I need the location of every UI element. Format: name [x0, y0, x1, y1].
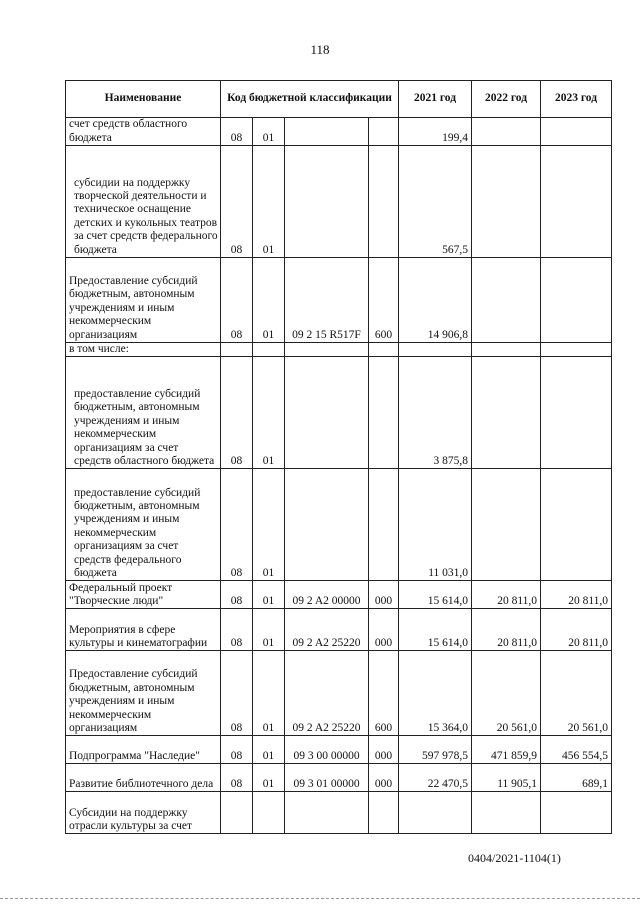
row-value-2023: 20 811,0 [541, 581, 612, 609]
row-expense-type: 000 [369, 736, 399, 764]
table-row [66, 469, 612, 581]
row-value-2021: 597 978,5 [399, 736, 472, 764]
row-target-article [285, 118, 369, 146]
row-name: счет средств областного бюджета [66, 118, 221, 146]
row-value-2022 [472, 792, 541, 834]
row-subsection: 01 [253, 581, 285, 609]
row-subsection: 01 [253, 764, 285, 792]
row-value-2023 [541, 469, 612, 581]
row-target-article: 09 2 15 R517F [285, 258, 369, 343]
row-value-2021: 567,5 [399, 146, 472, 258]
row-value-2022: 20 561,0 [472, 651, 541, 736]
header-name: Наименование [66, 81, 221, 118]
row-target-article [285, 343, 369, 357]
row-target-article [285, 146, 369, 258]
budget-table [65, 80, 612, 834]
row-value-2021: 15 614,0 [399, 581, 472, 609]
row-value-2023 [541, 343, 612, 357]
row-value-2022: 20 811,0 [472, 581, 541, 609]
row-subsection: 01 [253, 357, 285, 469]
row-expense-type: 000 [369, 764, 399, 792]
row-subsection: 01 [253, 736, 285, 764]
header-code: Код бюджетной классификации [221, 81, 399, 118]
row-value-2021: 3 875,8 [399, 357, 472, 469]
row-section: 08 [221, 118, 253, 146]
row-section [221, 792, 253, 834]
row-expense-type [369, 146, 399, 258]
row-name: в том числе: [66, 343, 221, 357]
table-row [66, 343, 612, 357]
row-subsection: 01 [253, 118, 285, 146]
row-section: 08 [221, 651, 253, 736]
row-name: Федеральный проект "Творческие люди" [66, 581, 221, 609]
row-value-2022 [472, 343, 541, 357]
row-value-2022 [472, 357, 541, 469]
page-number: 118 [310, 42, 330, 57]
row-target-article: 09 2 A2 00000 [285, 581, 369, 609]
row-value-2023 [541, 258, 612, 343]
row-subsection: 01 [253, 258, 285, 343]
row-target-article [285, 792, 369, 834]
row-expense-type [369, 343, 399, 357]
row-value-2021 [399, 343, 472, 357]
row-subsection: 01 [253, 469, 285, 581]
row-expense-type: 600 [369, 258, 399, 343]
row-section: 08 [221, 258, 253, 343]
row-value-2021 [399, 792, 472, 834]
table-row [66, 651, 612, 736]
table-row [66, 258, 612, 343]
row-name: Предоставление субсидий бюджетным, автономным учреждениям и иным некоммерческим организациям [66, 258, 221, 343]
row-name: Предоставление субсидий бюджетным, автономным учреждениям и иным некоммерческим организациям [66, 651, 221, 736]
row-subsection [253, 343, 285, 357]
row-value-2023 [541, 118, 612, 146]
row-name: предоставление субсидий бюджетным, автономным учреждениям и иным некоммерческим организациям за счет средств федерального бюджета [66, 469, 221, 581]
row-target-article [285, 357, 369, 469]
scan-border-line [0, 898, 640, 899]
row-expense-type: 000 [369, 581, 399, 609]
row-target-article: 09 3 01 00000 [285, 764, 369, 792]
row-name: Развитие библиотечного дела [66, 764, 221, 792]
row-value-2023: 20 561,0 [541, 651, 612, 736]
row-value-2023 [541, 792, 612, 834]
row-target-article: 09 2 A2 25220 [285, 609, 369, 651]
row-name: субсидии на поддержку творческой деятельности и техническое оснащение детских и кукольных театров за счет средств федерального бюджета [66, 146, 221, 258]
row-value-2023 [541, 146, 612, 258]
row-expense-type [369, 469, 399, 581]
row-value-2022: 11 905,1 [472, 764, 541, 792]
row-name: Мероприятия в сфере культуры и кинематографии [66, 609, 221, 651]
row-target-article: 09 3 00 00000 [285, 736, 369, 764]
row-value-2021: 199,4 [399, 118, 472, 146]
table-row [66, 357, 612, 469]
row-value-2023 [541, 357, 612, 469]
row-section: 08 [221, 736, 253, 764]
table-row [66, 609, 612, 651]
row-value-2022 [472, 469, 541, 581]
row-value-2021: 15 364,0 [399, 651, 472, 736]
table-row [66, 764, 612, 792]
row-expense-type: 000 [369, 609, 399, 651]
row-target-article [285, 469, 369, 581]
row-section: 08 [221, 609, 253, 651]
table-header-row [66, 81, 612, 118]
table-row [66, 146, 612, 258]
table-row [66, 736, 612, 764]
row-section: 08 [221, 581, 253, 609]
row-subsection: 01 [253, 146, 285, 258]
row-expense-type [369, 118, 399, 146]
table-row [66, 118, 612, 146]
table-row [66, 792, 612, 834]
row-name: предоставление субсидий бюджетным, автономным учреждениям и иным некоммерческим организациям за счет средств областного бюджета [66, 357, 221, 469]
row-value-2022 [472, 146, 541, 258]
row-section: 08 [221, 764, 253, 792]
row-expense-type [369, 792, 399, 834]
row-value-2021: 14 906,8 [399, 258, 472, 343]
row-value-2021: 22 470,5 [399, 764, 472, 792]
row-expense-type [369, 357, 399, 469]
row-value-2022: 20 811,0 [472, 609, 541, 651]
row-subsection: 01 [253, 609, 285, 651]
row-expense-type: 600 [369, 651, 399, 736]
row-section [221, 343, 253, 357]
row-name: Подпрограмма "Наследие" [66, 736, 221, 764]
row-value-2022 [472, 258, 541, 343]
row-subsection: 01 [253, 651, 285, 736]
row-subsection [253, 792, 285, 834]
header-2021: 2021 год [399, 81, 472, 118]
row-target-article: 09 2 A2 25220 [285, 651, 369, 736]
row-section: 08 [221, 469, 253, 581]
row-name: Субсидии на поддержку отрасли культуры за счет [66, 792, 221, 834]
document-code: 0404/2021-1104(1) [468, 851, 561, 865]
table-row [66, 581, 612, 609]
row-value-2021: 15 614,0 [399, 609, 472, 651]
row-section: 08 [221, 146, 253, 258]
header-2023: 2023 год [541, 81, 612, 118]
row-value-2023: 456 554,5 [541, 736, 612, 764]
row-value-2022: 471 859,9 [472, 736, 541, 764]
row-value-2022 [472, 118, 541, 146]
row-section: 08 [221, 357, 253, 469]
header-2022: 2022 год [472, 81, 541, 118]
row-value-2021: 11 031,0 [399, 469, 472, 581]
row-value-2023: 689,1 [541, 764, 612, 792]
row-value-2023: 20 811,0 [541, 609, 612, 651]
